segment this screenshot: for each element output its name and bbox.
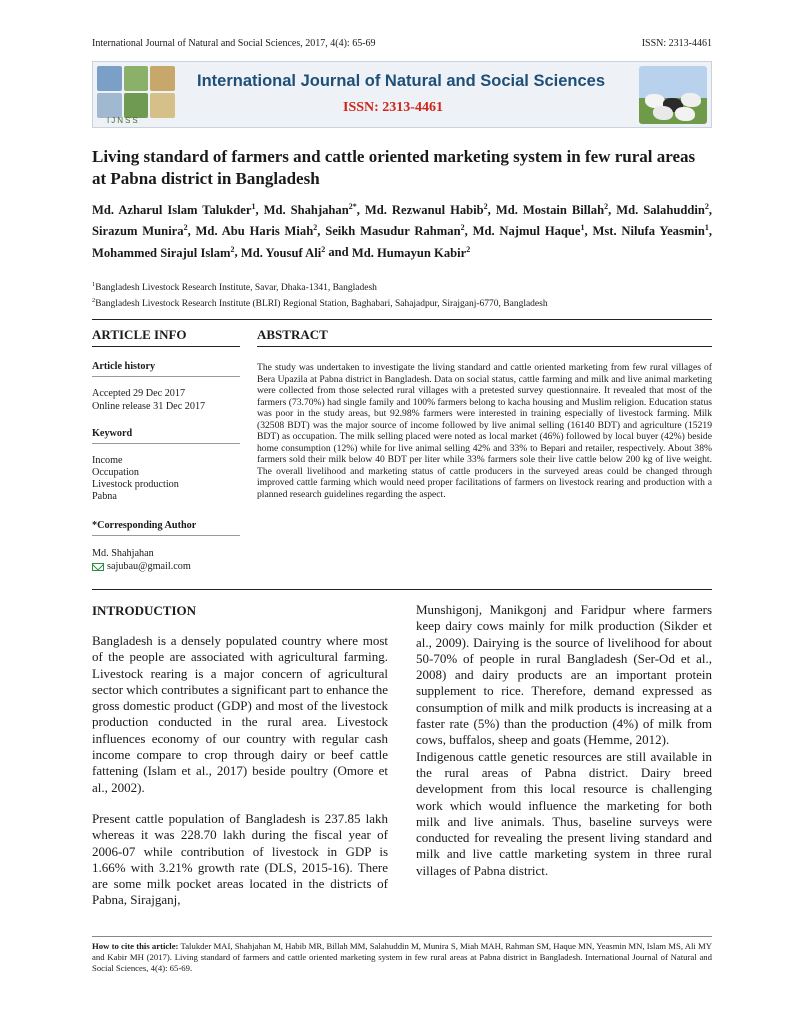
how-to-cite bbox=[92, 941, 712, 975]
keyword-item: Income bbox=[92, 455, 123, 466]
divider bbox=[92, 589, 712, 590]
banner-issn: ISSN: 2313-4461 bbox=[343, 100, 443, 115]
abstract-heading: ABSTRACT bbox=[257, 327, 328, 342]
affiliation-list bbox=[92, 279, 712, 310]
cattle-photo-icon bbox=[639, 66, 707, 124]
intro-paragraph-4: Indigenous cattle genetic resources are still available in the rural areas of Pabna district. Dairy breed development from this local resource is challenging work which would influence the marketing for both milk and live animals. Thus, baseline surveys were conducted for revealing the present living standard and milk and live cattle marketing system in three rural villages of Pabna district. bbox=[416, 748, 712, 878]
corresponding-email-row bbox=[92, 561, 191, 572]
how-to-cite-text: Talukder MAI, Shahjahan M, Habib MR, Billah MM, Salahuddin M, Munira S, Miah MAH, Rahman SM, Haque MN, Yeasmin MN, Islam MS, Ali MY and Kabir MH (2017). Living standard of farmers and cattle oriented marketing system in few rural areas at Pabna district in Bangladesh. International Journal of Natural and Social Sciences, 4(4): 65-69. bbox=[92, 941, 712, 974]
divider bbox=[92, 346, 240, 347]
abstract-text: The study was undertaken to investigate the living standard and cattle oriented marketing from few rural villages of Bera Upazila at Pabna district in Bangladesh. Data on social status, cattle farming and milk and live animal marketing were collected from those selected rural villages with a pretested survey questionnaire. It revealed that most of the farmers (73.70%) had single family and 100% farmers belong to kacha housing and Muslim religion. Education status was poor in the study areas, but 92.98% farmers were interested in training especially of livestock farming. Milk (32508 BDT) was the major source of income followed by live animal selling (16140 BDT) and agriculture (15219 BDT) as occupation. The milk selling placed were noted as local market (46%) followed by local buyer (42%) beside home consumption (12%) while for live animal selling 42% and 33% to Bepari and retailer, respectively. About 38% farmers sold their milk below 40 BDT per liter while 33% farmers sole their live cattle below 200 kg of live weight. The overall livelihood and marketing status of cattle producers in the surveyed areas could be changed through improved cattle farming which would need proper facilitations of farmers on livestock rearing and production with a planned research guidelines regarding the aspect. bbox=[257, 362, 712, 500]
mail-icon bbox=[92, 563, 104, 571]
author-name: Sirazum Munira$^2$ bbox=[92, 223, 188, 239]
article-history-heading: Article history bbox=[92, 361, 156, 372]
divider bbox=[92, 443, 240, 444]
author-list: Md. Azharul Islam Talukder$^1$, Md. Shahjahan$^{2*}$, Md. Rezwanul Habib$^2$, Md. Mostain Billah$^2$, Md. Salahuddin$^2$, Sirazum Munira$^2$, Md. Abu Haris Miah$^2$, Seikh Masudur Rahman$^2$, Md. Najmul Haque$^1$, Mst. Nilufa Yeasmin$^1$, Mohammed Sirajul Islam$^2$, Md. Yousuf Ali$^2$ and Md. Humayun Kabir$^2$ bbox=[92, 202, 713, 260]
author-name: Md. Abu Haris Miah$^2$ bbox=[195, 223, 318, 239]
accepted-date: Accepted 29 Dec 2017 bbox=[92, 388, 186, 399]
journal-logo-icon bbox=[97, 66, 175, 118]
banner-journal-name: International Journal of Natural and Social Sciences bbox=[197, 72, 606, 90]
divider bbox=[92, 319, 712, 320]
running-head-issn: ISSN: 2313-4461 bbox=[641, 38, 712, 49]
keyword-item: Occupation bbox=[92, 467, 139, 478]
affiliation-1: $^1$Bangladesh Livestock Research Institute, Savar, Dhaka-1341, Bangladesh bbox=[92, 281, 377, 294]
divider bbox=[92, 376, 240, 377]
author-name: Md. Najmul Haque$^1$ bbox=[472, 223, 585, 239]
affiliation-2: $^2$Bangladesh Livestock Research Institute (BLRI) Regional Station, Baghabari, Sahajadpur, Sirajganj-6770, Bangladesh bbox=[92, 296, 548, 309]
corresponding-email[interactable]: sajubau@gmail.com bbox=[107, 561, 191, 572]
author-name: Mst. Nilufa Yeasmin$^1$ bbox=[592, 223, 709, 239]
journal-logo-text: IJNSS bbox=[107, 116, 140, 125]
author-name: Md. Shahjahan$^{2*}$ bbox=[263, 202, 357, 218]
keyword-item: Pabna bbox=[92, 491, 117, 502]
author-name: Md. Azharul Islam Talukder$^1$ bbox=[92, 202, 256, 218]
online-date: Online release 31 Dec 2017 bbox=[92, 401, 206, 412]
body-column-right bbox=[416, 602, 712, 879]
author-name: Md. Mostain Billah$^2$ bbox=[495, 202, 609, 218]
author-name: Md. Yousuf Ali$^2$ bbox=[240, 244, 326, 260]
author-name: Seikh Masudur Rahman$^2$ bbox=[325, 223, 465, 239]
introduction-heading: INTRODUCTION bbox=[92, 603, 197, 618]
intro-paragraph-1: Bangladesh is a densely populated country where most of the people are associated with agricultural farming. Livestock rearing is a major concern of agricultural sector which contributes a significant part to enhance the gross domestic product (GDP) and most of the livestock production conducted in the rural area. Livestock influences economy of our country with regular cash income compare to crop through dairy or beef cattle fattening (Islam et al., 2017) beside poultry (Omore et al., 2002). bbox=[92, 633, 389, 795]
divider bbox=[92, 535, 240, 536]
divider bbox=[257, 346, 712, 347]
running-head-journal: International Journal of Natural and Social Sciences, 2017, 4(4): 65-69 bbox=[92, 38, 376, 49]
body-column-left bbox=[92, 633, 388, 909]
keyword-item: Livestock production bbox=[92, 479, 179, 490]
author-name: Md. Rezwanul Habib$^2$ bbox=[364, 202, 488, 218]
divider bbox=[92, 936, 712, 937]
how-to-cite-label: How to cite this article: bbox=[92, 941, 179, 951]
author-name: Md. Humayun Kabir$^2$ bbox=[351, 244, 471, 260]
corresponding-author-name: Md. Shahjahan bbox=[92, 548, 154, 559]
author-name: Mohammed Sirajul Islam$^2$ bbox=[92, 244, 235, 260]
keyword-heading: Keyword bbox=[92, 428, 133, 439]
article-info-heading: ARTICLE INFO bbox=[92, 327, 187, 342]
intro-paragraph-3: Munshigonj, Manikgonj and Faridpur where farmers keep dairy cows mainly for milk production (Sikder et al., 2009). Dairying is the source of livelihood for about 50-70% of people in rural Bangladesh (Ser-Od et al., 2008) and dairy products are an important protein supplement to rice. Therefore, demand expressed as consumption of milk and milk products is increasing at a faster rate (5%) than the production (4%) of milk from cows, buffalos, sheep and goats (Hemme, 2012). bbox=[416, 602, 712, 748]
journal-banner bbox=[92, 61, 712, 128]
author-name: Md. Salahuddin$^2$ bbox=[616, 202, 709, 218]
running-head bbox=[92, 38, 712, 49]
article-title: Living standard of farmers and cattle oriented marketing system in few rural areas at Pabna district in Bangladesh bbox=[92, 147, 696, 188]
intro-paragraph-2: Present cattle population of Bangladesh is 237.85 lakh whereas it was 228.70 lakh during the fiscal year of 2006-07 while contribution of livestock in GDP is 1.66% with 3.21% growth rate (DLS, 2015-16). There are some milk pocket areas located in the districts of Pabna, Sirajganj, bbox=[92, 810, 388, 908]
corresponding-author-heading: *Corresponding Author bbox=[92, 520, 197, 531]
